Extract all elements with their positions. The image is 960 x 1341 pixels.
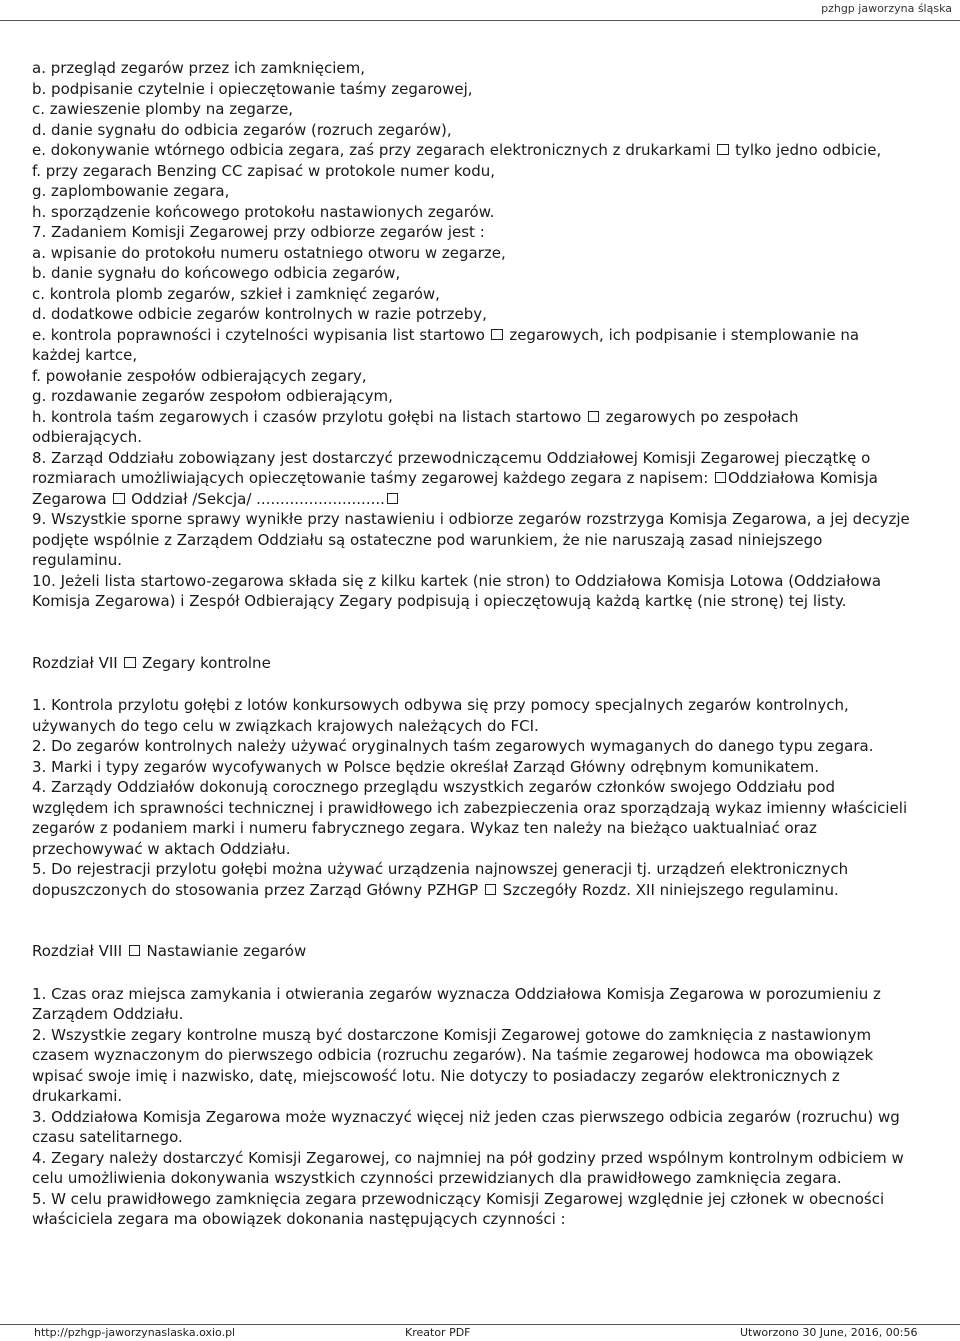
header-divider xyxy=(0,20,960,21)
paragraph: 1. Czas oraz miejsca zamykania i otwierania zegarów wyznacza Oddziałowa Komisja Zegarowa w porozumieniu z Zarządem Oddziału. xyxy=(32,984,881,1023)
paragraph: a. wpisanie do protokołu numeru ostatniego otworu w zegarze, xyxy=(32,243,506,262)
paragraph: b. danie sygnału do końcowego odbicia zegarów, xyxy=(32,264,401,282)
placeholder-box-icon xyxy=(129,945,140,956)
paragraph: 9. Wszystkie sporne sprawy wynikłe przy nastawieniu i odbiorze zegarów rozstrzyga Komisja Zegarowa, a jej decyzje podjęte wspólnie z Zarządem Oddziału są ostateczne pod warunkiem, że nie naruszają zasad niniejszego regulaminu. xyxy=(32,510,910,569)
section-7-list xyxy=(32,695,912,900)
paragraph: 3. Oddziałowa Komisja Zegarowa może wyznaczyć więcej niż jeden czas pierwszego odbicia zegarów (rozruchu) wg czasu satelitarnego. xyxy=(32,1107,900,1146)
spacer xyxy=(32,612,912,653)
paragraph: h. sporządzenie końcowego protokołu nastawionych zegarów. xyxy=(32,202,495,221)
section-title-8: Rozdział VIII Nastawianie zegarów xyxy=(32,942,307,960)
paragraph: 3. Marki i typy zegarów wycofywanych w Polsce będzie określał Zarząd Główny odrębnym komunikatem. xyxy=(32,757,820,776)
footer-divider xyxy=(0,1324,960,1325)
spacer xyxy=(32,962,912,984)
paragraph: 1. Kontrola przylotu gołębi z lotów konkursowych odbywa się przy pomocy specjalnych zegarów kontrolnych, używanych do tego celu w związkach krajowych należących do FCI. xyxy=(32,696,849,735)
placeholder-box-icon xyxy=(588,411,599,422)
paragraph: c. kontrola plomb zegarów, szkieł i zamknięć zegarów, xyxy=(32,284,440,303)
spacer xyxy=(32,673,912,695)
paragraph: 8. Zarząd Oddziału zobowiązany jest dostarczyć przewodniczącemu Oddziałowej Komisji Zegarowej pieczątkę o rozmiarach umożliwiających opieczętowanie taśmy zegarowej każdego zegara z napisem: Oddziałowa Komisja Zegarowa Oddział /Sekcja/ ........................... xyxy=(32,448,878,508)
paragraph: g. zaplombowanie zegara, xyxy=(32,182,230,200)
placeholder-box-icon xyxy=(485,884,496,895)
site-header-title: pzhgp jaworzyna śląska xyxy=(821,2,952,15)
paragraph: e. dokonywanie wtórnego odbicia zegara, zaś przy zegarach elektronicznych z drukarkami tylko jedno odbicie, xyxy=(32,141,882,159)
paragraph: 2. Do zegarów kontrolnych należy używać oryginalnych taśm zegarowych wymaganych do danego typu zegara. xyxy=(32,737,874,755)
paragraph: 5. W celu prawidłowego zamknięcia zegara przewodniczący Komisji Zegarowej względnie jej członek w obecności właściciela zegara ma obowiązek dokonania następujących czynności : xyxy=(32,1189,885,1228)
paragraph: 2. Wszystkie zegary kontrolne muszą być dostarczone Komisji Zegarowej gotowe do zamknięcia z nastawionym czasem wyznaczonym do pierwszego odbicia (rozruchu zegarów). Na taśmie zegarowej hodowca ma obowiązek wpisać swoje imię i nazwisko, datę, miejscowość lotu. Nie dotyczy to posiadaczy zegarów elektronicznych z drukarkami. xyxy=(32,1025,874,1105)
section-title-7: Rozdział VII Zegary kontrolne xyxy=(32,653,271,672)
paragraph: b. podpisanie czytelnie i opieczętowanie taśmy zegarowej, xyxy=(32,79,473,98)
paragraph: f. powołanie zespołów odbierających zegary, xyxy=(32,366,367,385)
footer-created: Utworzono 30 June, 2016, 00:56 xyxy=(740,1326,918,1339)
footer-url: http://pzhgp-jaworzynaslaska.oxio.pl xyxy=(34,1326,236,1339)
paragraph: e. kontrola poprawności i czytelności wypisania list startowo zegarowych, ich podpisanie i stemplowanie na każdej kartce, xyxy=(32,325,860,364)
placeholder-box-icon xyxy=(124,657,135,668)
paragraph: 7. Zadaniem Komisji Zegarowej przy odbiorze zegarów jest : xyxy=(32,223,485,241)
paragraph: 4. Zarządy Oddziałów dokonują corocznego przeglądu wszystkich zegarów członków swojego Oddziału pod względem ich sprawności technicznej i prawidłowego ich zabezpieczenia oraz sporządzają wykaz imienny właścicieli zegarów z podaniem marki i numeru fabrycznego zegara. Wykaz ten należy na bieżąco uaktualniać oraz przechowywać w aktach Oddziału. xyxy=(32,778,908,858)
paragraph: a. przegląd zegarów przez ich zamknięciem, xyxy=(32,59,365,77)
placeholder-box-icon xyxy=(491,329,502,340)
placeholder-box-icon xyxy=(715,472,726,483)
paragraph: 10. Jeżeli lista startowo-zegarowa składa się z kilku kartek (nie stron) to Oddziałowa Komisja Lotowa (Oddziałowa Komisja Zegarowa) i Zespół Odbierający Zegary podpisują i opieczętowują każdą kartkę (nie stronę) tej listy. xyxy=(32,571,882,610)
paragraph: h. kontrola taśm zegarowych i czasów przylotu gołębi na listach startowo zegarowych po zespołach odbierających. xyxy=(32,407,799,446)
spacer xyxy=(32,900,912,941)
paragraph: g. rozdawanie zegarów zespołom odbierającym, xyxy=(32,387,393,405)
paragraph: 4. Zegary należy dostarczyć Komisji Zegarowej, co najmniej na pół godziny przed wspólnym kontrolnym odbiciem w celu umożliwienia dokonywania wszystkich czynności przewidzianych dla prawidłowego zamknięcia zegara. xyxy=(32,1148,904,1187)
document-body xyxy=(32,58,912,1230)
paragraph: d. danie sygnału do odbicia zegarów (rozruch zegarów), xyxy=(32,120,452,139)
paragraph: d. dodatkowe odbicie zegarów kontrolnych w razie potrzeby, xyxy=(32,305,487,323)
footer-generator: Kreator PDF xyxy=(405,1326,471,1339)
paragraph: f. przy zegarach Benzing CC zapisać w protokole numer kodu, xyxy=(32,161,496,180)
section-8-list xyxy=(32,984,912,1230)
block-list xyxy=(32,58,912,612)
placeholder-box-icon xyxy=(113,493,124,504)
placeholder-box-icon xyxy=(717,144,728,155)
paragraph: 5. Do rejestracji przylotu gołębi można używać urządzenia najnowszej generacji tj. urządzeń elektronicznych dopuszczonych do stosowania przez Zarząd Główny PZHGP Szczegóły Rozdz. XII niniejszego regulaminu. xyxy=(32,860,849,899)
paragraph: c. zawieszenie plomby na zegarze, xyxy=(32,100,294,118)
placeholder-box-icon xyxy=(387,493,398,504)
